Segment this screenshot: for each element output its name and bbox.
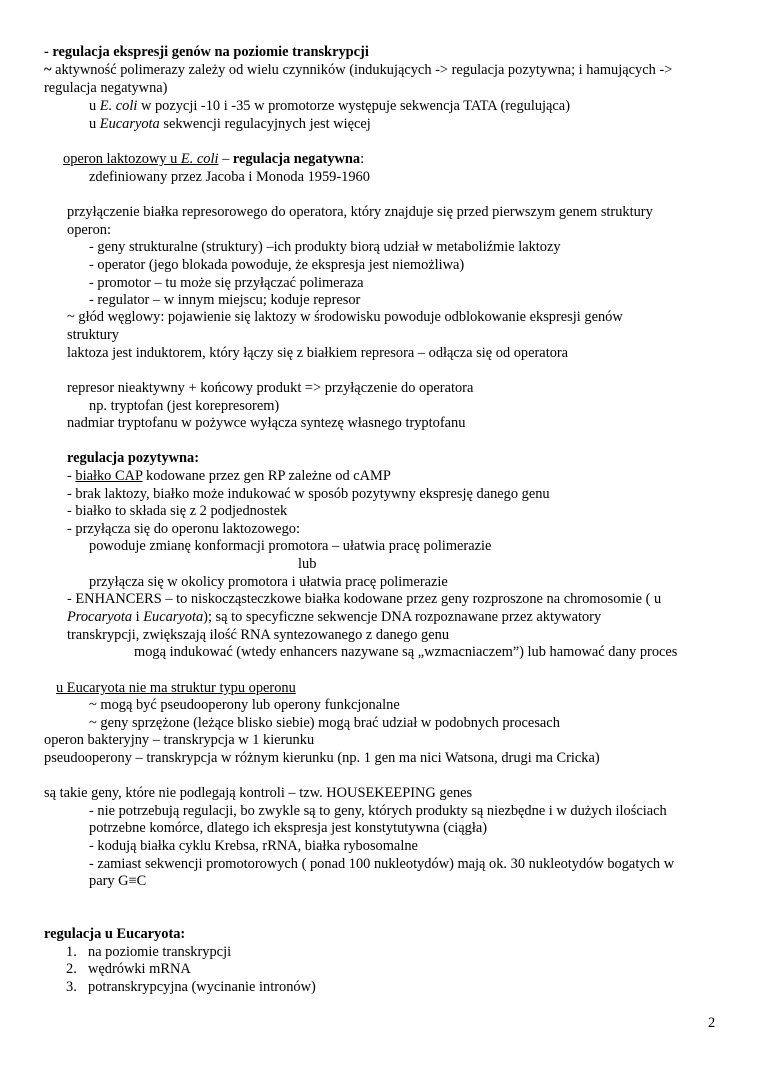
heading-eucaryota-regulation: regulacja u Eucaryota: [44, 926, 186, 942]
species-name: E. coli [180, 151, 219, 167]
text-line: laktoza jest induktorem, który łączy się z białkiem represora – odłącza się od operatora [67, 345, 569, 361]
tilde: ~ [44, 62, 52, 78]
numbered-item [66, 944, 231, 961]
text: u [89, 116, 100, 132]
taxon-name: Procaryota [67, 609, 133, 625]
text: operon laktozowy u [63, 151, 181, 167]
item-number: 2. [66, 961, 77, 977]
text-line [89, 116, 371, 133]
heading-transcription-regulation: - regulacja ekspresji genów na poziomie transkrypcji [44, 44, 369, 60]
text-line: struktury [67, 327, 119, 343]
text-line: regulacja negatywna) [44, 80, 168, 96]
item-text: na poziomie transkrypcji [88, 944, 232, 960]
taxon-name: Eucaryota [143, 609, 204, 625]
heading-positive-regulation: regulacja pozytywna: [67, 450, 200, 466]
operon-heading [63, 151, 364, 168]
list-item: - promotor – tu może się przyłączać polimeraza [89, 275, 364, 291]
text: kodowane przez gen RP zależne od cAMP [142, 468, 391, 484]
bold-text: regulacja negatywna [232, 151, 361, 167]
item-text: wędrówki mRNA [88, 961, 191, 977]
text: i [132, 609, 144, 625]
list-item: - zamiast sekwencji promotorowych ( ponad 100 nukleotydów) mają ok. 30 nukleotydów bogatych w [89, 856, 675, 872]
text-line: nadmiar tryptofanu w pożywce wyłącza syntezę własnego tryptofanu [67, 415, 466, 431]
text-line [44, 62, 672, 79]
species-name: E. coli [99, 98, 138, 114]
page-number: 2 [708, 1015, 716, 1031]
heading-eucaryota-no-operon: u Eucaryota nie ma struktur typu operonu [56, 680, 296, 696]
item-text: potranskrypcyjna (wycinanie intronów) [88, 979, 316, 995]
list-item: - geny strukturalne (struktury) –ich produkty biorą udział w metaboliźmie laktozy [89, 239, 561, 255]
text: u [89, 98, 100, 114]
numbered-item [66, 979, 316, 996]
list-item: - przyłącza się do operonu laktozowego: [67, 521, 300, 537]
text-line: ~ geny sprzężone (leżące blisko siebie) mogą brać udział w podobnych procesach [89, 715, 560, 731]
text-line [89, 98, 570, 115]
text-line: np. tryptofan (jest korepresorem) [89, 398, 280, 414]
text-line: przyłączenie białka represorowego do operatora, który znajduje się przed pierwszym genem struktury [67, 204, 653, 220]
text-line: pseudooperony – transkrypcja w różnym kierunku (np. 1 gen ma nici Watsona, drugi ma Cricka) [44, 750, 600, 766]
text-line: represor nieaktywny + końcowy produkt => przyłączenie do operatora [67, 380, 474, 396]
item-number: 3. [66, 979, 77, 995]
item-number: 1. [66, 944, 77, 960]
text-line: operon bakteryjny – transkrypcja w 1 kierunku [44, 732, 315, 748]
text-line: ~ głód węglowy: pojawienie się laktozy w środowisku powoduje odblokowanie ekspresji genów [67, 309, 623, 325]
text-line: powoduje zmianę konformacji promotora – ułatwia pracę polimerazie [89, 538, 492, 554]
text-line: pary G≡C [89, 873, 147, 889]
list-item: - operator (jego blokada powoduje, że ekspresja jest niemożliwa) [89, 257, 465, 273]
text-line [67, 609, 601, 626]
list-item: - białko to składa się z 2 podjednostek [67, 503, 288, 519]
text-line: mogą indukować (wtedy enhancers nazywane są „wzmacniaczem”) lub hamować dany proces [134, 644, 678, 660]
list-item: - brak laktozy, białko może indukować w sposób pozytywny ekspresję danego genu [67, 486, 550, 502]
text-line: - ENHANCERS – to niskocząsteczkowe białka kodowane przez geny rozproszone na chromosomie ( u [67, 591, 662, 607]
text: ); są to specyficzne sekwencje DNA rozpoznawane przez aktywatory [203, 609, 602, 625]
text: w pozycji -10 i -35 w promotorze występuje sekwencja TATA (regulująca) [137, 98, 570, 114]
text-line: potrzebne komórce, dlatego ich ekspresja jest konstytutywna (ciągła) [89, 820, 488, 836]
list-item: - nie potrzebują regulacji, bo zwykle są to geny, których produkty są niezbędne i w dużych ilościach [89, 803, 667, 819]
text: aktywność polimerazy zależy od wielu czynników (indukujących -> regulacja pozytywna; i hamujących -> [51, 62, 673, 78]
text: sekwencji regulacyjnych jest więcej [159, 116, 371, 132]
text-line: są takie geny, które nie podlegają kontroli – tzw. HOUSEKEEPING genes [44, 785, 473, 801]
text-line: operon: [67, 222, 111, 238]
text-line: ~ mogą być pseudooperony lub operony funkcjonalne [89, 697, 400, 713]
list-item: - regulator – w innym miejscu; koduje represor [89, 292, 361, 308]
text: – [218, 151, 233, 167]
text-line: zdefiniowany przez Jacoba i Monoda 1959-1960 [89, 169, 370, 185]
list-item [67, 468, 391, 485]
numbered-item [66, 961, 191, 978]
list-item: - kodują białka cyklu Krebsa, rRNA, białka rybosomalne [89, 838, 418, 854]
text-line: transkrypcji, zwiększają ilość RNA syntezowanego z danego genu [67, 627, 450, 643]
text-line: lub [298, 556, 317, 572]
taxon-name: Eucaryota [99, 116, 160, 132]
text: : [360, 151, 365, 167]
text: - [67, 468, 76, 484]
underlined-term: białko CAP [75, 468, 143, 484]
text-line: przyłącza się w okolicy promotora i ułatwia pracę polimerazie [89, 574, 448, 590]
